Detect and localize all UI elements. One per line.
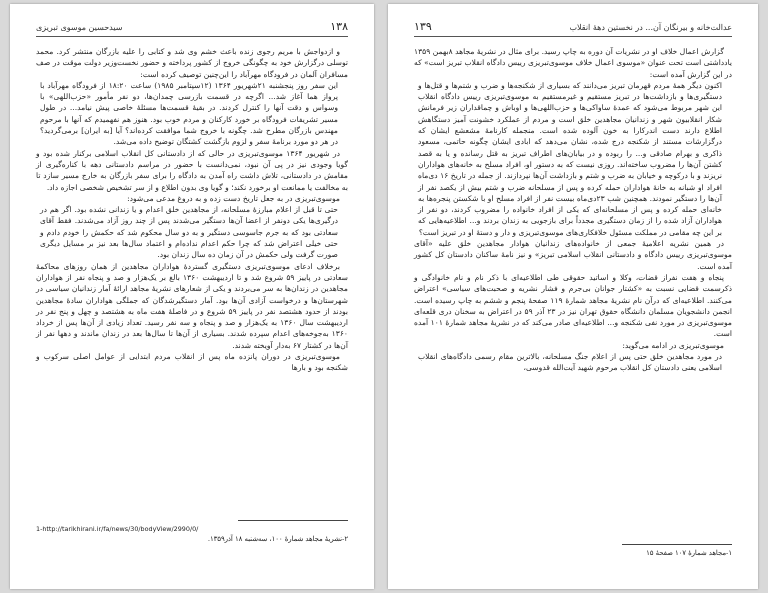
page-number: ۱۳۸: [330, 20, 348, 33]
body-paragraph: برخلاف ادعای موسوی‌تبریزی دستگیری گستردهٔ هواداران مجاهدین از همان روزهای محاکمهٔ سعادتی در پاییز ۵۹ شروع شد و تا اردیبهشت ۱۳۶۰ بالغ بر یک‌هزار و صد و پنجاه نفر از هواداران مجاهدین در زندان‌ها به سر می‌بردند و یکی از شعارهای نشریهٔ مجاهد ارائهٔ آمار زندانیان سیاسی در شهرستان‌ها و درخواست آزادی آن‌ها بود. آمار دستگیرشدگان که جملگی هواداران سادهٔ مجاهدین بودند از حدود هشتصد نفر در پاییز ۵۹ شروع و در فاصلهٔ هفت ماه به هشتصد و چهل و پنج نفر در اردیبهشت سال ۱۳۶۰ به یک‌هزار و صد و پنجاه و سه نفر رسید. تعداد زیادی از آن‌ها پس از خرداد ۱۳۶۰ به‌جوخه‌های اعدام سپرده شدند. بسیاری از آن‌ها تا سال‌ها بعد در زندان ماندند و دهها نفر از آن‌ها در کشتار ۶۷ به‌دار آویخته شدند.: [36, 261, 348, 350]
footnote-rule: [238, 520, 348, 521]
page-header: [414, 20, 732, 38]
footnote-rule: [622, 544, 732, 545]
body-paragraph: در همین نشریه اعلامیهٔ جمعی از خانواده‌های زندانیان هوادار مجاهدین خلق علیه «آقای موسوی‌تبریزی رییس دادگاه و دادستانی انقلاب اسلامی تبریز» و نیز نامهٔ ساکنان دادستان کل کشور آمده است.: [414, 239, 732, 271]
quoted-passage: حتی تا قبل از اعلام مبارزهٔ مسلحانه، از مجاهدین خلق اعدام و یا زندانی نشده بود. اگر هم در درگیری‌ها یکی دونفر از اعضا آن‌ها دستگیر می‌شدند پس از چند روز آزاد می‌شدند. فقط آقای سعادتی بود که به جرم جاسوسی دستگیر و به دو سال محکوم شد که حکمش را خودم دادم و حتی خیلی اعتراض شد که چرا حکم اعدام نداده‌ام و اعتماد سال‌ها بعد نیز بر مسایل دیگری صورت گرفت ولی حکمش در آن زمان ده سال زندان بود.: [40, 205, 338, 260]
quoted-passage: این سفر روز پنجشنبه ۲۱شهریور ۱۳۶۴ (۱۲سپتامبر ۱۹۸۵) ساعت ۱۸:۲۰ از فرودگاه مهرآباد با پرواز هما آغاز شد... اگرچه در قسمت بازرسی چمدان‌ها، دو نفر مأمور «حزب‌اللهی» با وسواس و دقت آنها را کنترل کردند. در بقیهٔ قسمت‌ها مسئلهٔ خاصی پیش نیامد... در طول مسیر تشریفات فرودگاه بر خورد کارکنان و مردم خوب بود. هنوز هم نفهمیدم که آنها با مرحوم مهندس بازرگان مطرح شد. چگونه با خروج شما موافقت کرده‌اند؟ آیا [به ایران] برمی‌گردید؟ در هر دو مورد برنامهٔ سفر و لزوم بازگشت کشتگان توضیح داده می‌شد.: [40, 80, 339, 147]
page-header: [36, 20, 348, 38]
quoted-passage: اکنون دیگر همهٔ مردم قهرمان تبریز می‌دانند که بسیاری از شکنجه‌ها و ضرب و شتم‌ها و قتل‌ها و دستگیری‌ها و بازداشت‌ها در تبریز مستقیم و غیرمستقیم به موسوی‌تبریزی رییس دادگاه انقلاب این شهر مربوط می‌شود که عمدهٔ ساواکی‌ها و حزب‌اللهی‌ها و اوباش و چماقداران زیر فرمانش شکار انقلابیون شهر و زندانیان مجاهدین خلق است و مردم از عملکرد خشونت آمیز دستگاهش اطلاع دارند دست اندرکارا به خون آلوده شده است. منجمله کارنامهٔ مشعشع ایشان که درگزارشات مستند از شکنجه درج شده، نشان می‌دهد که ابادی ایشان چگونه حاتمی، مسعود ذاکری و بهرام صادقی و... را ربوده و در بیابان‌های اطراف تبریز به قتل رسانده و یا به قصد کشتن آن‌ها را مضروب ساخته‌اند. روزی نیست که به دستور او، افراد مسلح به خانه‌های هواداران نریزند و با درکوچه و خیابان به ضرب و شتم و بازداشت آن‌ها نپردازند. از جمله در تاریخ ۱۶ دی‌ماه افراد او شبانه به خانهٔ هواداران حمله کرده و پس از مسلحانه ضرب و شتم بیش از یکصد نفر از آن‌ها را دستگیر نمودند. همچنین شب ۲۳دی‌ماه بیست نفر از افراد مسلح او با شکستن پنجره‌ها به خانه‌ای حمله کرده و پس از مسلحانه‌ای که یکی از افراد خانواده را مضروب کردند، دو نفر از هواداران آزاد شده را از زمان دستگیری مجدداً برای بازجویی به زندان بردند و... اطلاعیه‌هایی که بر این چه مقامی در مملکت مسئول خلافکاری‌های موسوی‌تبریزی و دار و دستهٔ او در تبریز است؟: [418, 80, 722, 237]
header-rule: [414, 36, 732, 37]
running-head: عدالت‌خانه و بیرنگان آن... در نخستین دههٔ انقلاب: [569, 23, 732, 32]
footnote: ۱-مجاهد شمارهٔ ۱۰۷ صفحهٔ ۱۵: [646, 549, 732, 557]
body-paragraph: موسوی‌تبریزی در ادامه می‌گوید:: [622, 340, 724, 350]
quoted-passage: در مورد مجاهدین خلق حتی پس از اعلام جنگ مسلحانه، بالاترین مقام رسمی دادگاه‌های انقلاب اسلامی یعنی دادستان کل انقلاب مرحوم شهید آیت‌الله قدوسی،: [418, 352, 722, 373]
page-number: ۱۳۹: [414, 20, 432, 33]
body-paragraph: و ازدواجش با مریم رجوی زنده باعث خشم وی شد و کتابی را علیه بازرگان منتشر کرد. محمد توسلی درگزارش خود به چگونگی خروج از کشور پرداخته و حضور نخست‌وزیر دولت موقت در صف مسافران آلمان در فرودگاه مهرآباد را این‌چنین توصیف کرده است:: [36, 47, 348, 79]
page-body: [36, 46, 348, 374]
footnote: 1-http://tarikhirani.ir/fa/news/30/bodyView/2990/0/: [36, 525, 199, 533]
header-rule: [36, 36, 348, 37]
body-paragraph: پنجاه و هفت نفراز قضات، وکلا و اساتید حقوقی طی اطلاعیه‌ای با ذکر نام و نام خانوادگی و ذکرسمت قضایی نسبت به «کشتار جوانان بی‌جرم و فشار نشریه و صحبت‌های سیاسی» اعتراض می‌کنند. اطلاعیه‌ای که درآن نام نشریهٔ مجاهد شمارهٔ ۱۱۹ صفحهٔ پنجم و ششم به چاپ رسیده است. انجمن دانشجویان مسلمان دانشگاه حقوق تهران نیز در ۲۳ آذر ۵۹ در اعتراض به سخنان دری قلعه‌ای موسوی‌تبریزی در مورد نفی شکنجه و... اطلاعیه‌ای صادر می‌کند که در نشریهٔ مجاهد شمارهٔ ۱۰۱ آمده است.: [414, 272, 732, 339]
body-paragraph: گزارش اعمال خلاف او در نشریات آن دوره به چاپ رسید. برای مثال در نشریهٔ مجاهد ۸بهمن ۱۳۵۹ یادداشتی است تحت عنوان «موسوی اعمال خلاف موسوی‌تبریزی رییس دادگاه انقلاب تبریز است» که در این گزارش آمده است:: [414, 47, 732, 79]
footnotes: [414, 548, 732, 558]
body-paragraph: موسوی‌تبریزی در به جعل تاریخ دست زده و به دروغ مدعی می‌شود:: [127, 193, 340, 203]
footnote: ۲-نشریهٔ مجاهد شمارهٔ ۱۰۰، سه‌شنبه ۱۸ آذر۱۳۵۹.: [207, 535, 348, 543]
left-book-page: [10, 4, 374, 589]
right-book-page: [388, 4, 758, 589]
running-head: سیدحسین موسوی تبریزی: [36, 23, 123, 32]
body-paragraph: در شهریور ۱۳۶۴ موسوی‌تبریزی در حالی که از دادستانی کل انقلاب اسلامی برکنار شده بود و گویا وجودی نیز در پی آن نبود، نمی‌دانست با حضور در مراسم دادستانی دهه با کناره‌گیری از مقامش در دادستانی، تلاش داشت راه آمدن به دادگاه را برای سفر بازرگان به خارج مسیر سازد تا به مخالفت یا ممانعت او برخورد نکند؛ و گویا وی بدون اطلاع و از سر تشخیص شخصی اجازه داد.: [36, 148, 348, 192]
page-body: [414, 46, 732, 374]
footnotes: [36, 524, 348, 544]
body-paragraph: موسوی‌تبریزی در دوران پانزده ماه پس از انقلاب مردم ابتدایی از عوامل اصلی سرکوب و شکنجه بود و بارها: [36, 352, 348, 373]
